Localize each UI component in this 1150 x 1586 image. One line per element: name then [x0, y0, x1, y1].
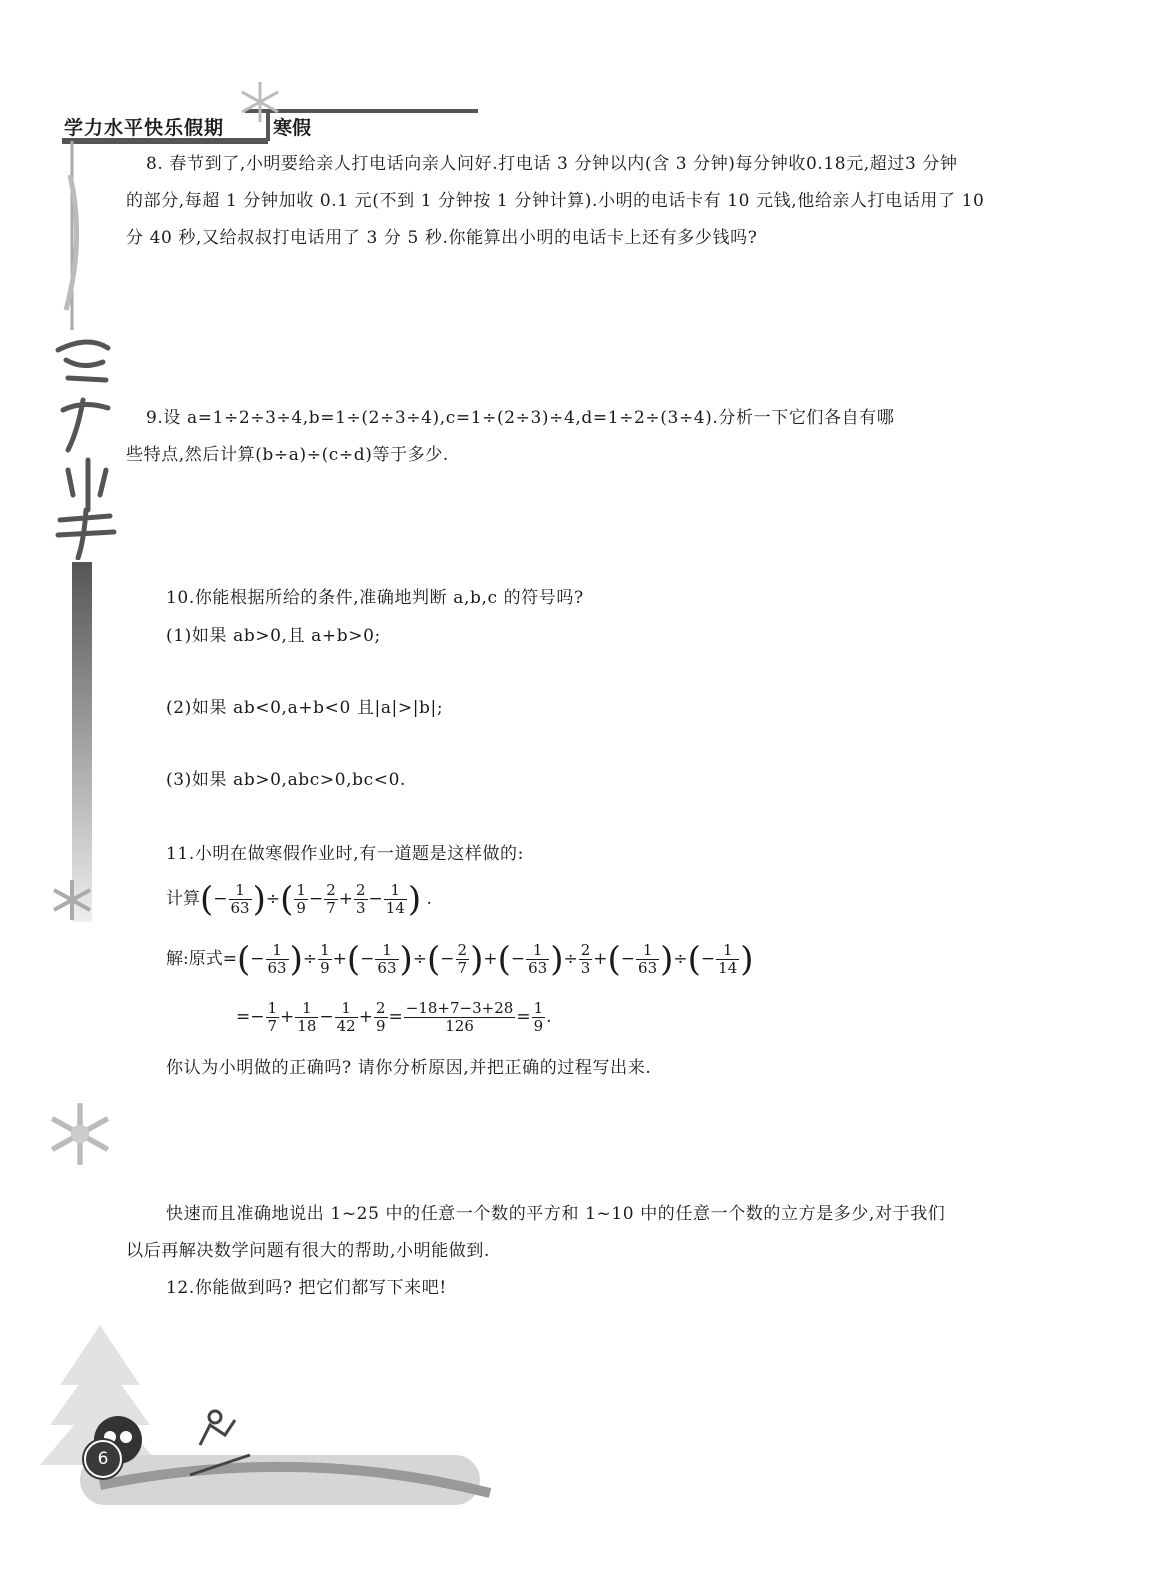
calculation-expression: 计算(− $\frac{1}{63}$ )÷( $\frac{1}{9}$ − $\frac{2}{7}$ + $\frac{2}{3}$ − $\frac{1}{14}$ ) .: [166, 879, 432, 920]
header-frame: [0, 0, 1150, 600]
winter-scene-illustration: [40, 1325, 500, 1515]
calligraphy-logo: [48, 330, 128, 560]
question-12-intro-line-1: 快速而且准确地说出 1~25 中的任意一个数的平方和 1~10 中的任意一个数的立方是多少,对于我们: [166, 1204, 946, 1224]
question-10-part-2: (2)如果 ab<0,a+b<0 且|a|>|b|;: [166, 698, 444, 718]
question-8-line-2: 的部分,每超 1 分钟加收 0.1 元(不到 1 分钟按 1 分钟计算).小明的电话卡有 10 元钱,他给亲人打电话用了 10: [126, 191, 985, 211]
question-12-question: 12.你能做到吗? 把它们都写下来吧!: [166, 1278, 447, 1298]
snowflake-icon: [46, 1100, 114, 1168]
question-10-part-1: (1)如果 ab>0,且 a+b>0;: [166, 626, 381, 646]
question-12-intro-line-2: 以后再解决数学问题有很大的帮助,小明能做到.: [126, 1241, 491, 1261]
solution-line-1: 解:原式=(− $\frac{1}{63}$ )÷ $\frac{1}{9}$ +(− $\frac{1}{63}$ )÷(− $\frac{2}{7}$ )+(− $\frac{1}{63}$ )÷ $\frac{2}{3}$ +(− $\frac{1}{63}$ )÷(− $\frac{1}{14}$ ): [166, 939, 754, 980]
sidebar-gradient-bar: [72, 562, 92, 922]
calc-label: 计算: [166, 889, 200, 909]
question-11-stem: 11.小明在做寒假作业时,有一道题是这样做的:: [166, 844, 524, 864]
question-9-line-1: 9.设 a=1÷2÷3÷4,b=1÷(2÷3÷4),c=1÷(2÷3)÷4,d=1÷2÷(3÷4).分析一下它们各自有哪: [146, 408, 895, 428]
solution-line-2: =− $\frac{1}{7}$ + $\frac{1}{18}$ − $\frac{1}{42}$ + $\frac{2}{9}$ = $\frac{-18+7-3+28}{126}$ = $\frac{1}{9}$ .: [236, 999, 552, 1035]
question-8-line-3: 分 40 秒,又给叔叔打电话用了 3 分 5 秒.你能算出小明的电话卡上还有多少钱吗?: [126, 228, 758, 248]
combined-numerator: −18+7−3+28: [405, 999, 514, 1017]
question-10-stem: 10.你能根据所给的条件,准确地判断 a,b,c 的符号吗?: [166, 588, 584, 608]
question-10-part-3: (3)如果 ab>0,abc>0,bc<0.: [166, 770, 407, 790]
question-11-question: 你认为小明做的正确吗? 请你分析原因,并把正确的过程写出来.: [166, 1058, 652, 1078]
combined-denominator: 126: [445, 1017, 474, 1035]
question-9-line-2: 些特点,然后计算(b÷a)÷(c÷d)等于多少.: [126, 445, 449, 465]
header-subtitle: 寒假: [273, 117, 312, 139]
result-prefix: =: [236, 1007, 251, 1027]
page-number: 6: [84, 1440, 122, 1478]
solution-label: 解:原式=: [166, 949, 237, 969]
question-8-line-1: 8. 春节到了,小明要给亲人打电话向亲人问好.打电话 3 分钟以内(含 3 分钟)每分钟收0.18元,超过3 分钟: [146, 154, 958, 174]
snowflake-icon: [50, 878, 94, 922]
header-title: 学力水平快乐假期: [64, 117, 225, 139]
